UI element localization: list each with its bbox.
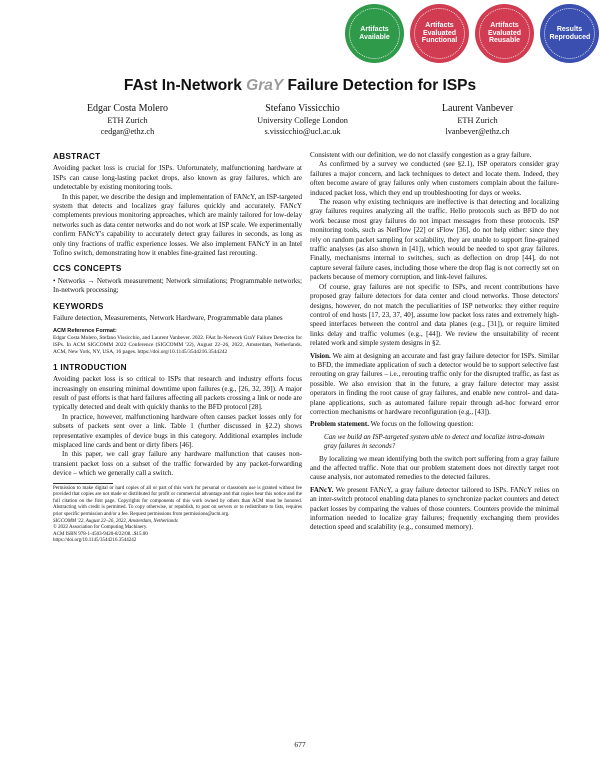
author-2: Stefano Vissicchio University College London s.vissicchio@ucl.ac.uk — [257, 103, 348, 136]
right-column — [310, 151, 559, 533]
research-question: Can we build an ISP-targeted system able to detect and localize intra-domain gray failures in seconds? — [324, 432, 545, 451]
keywords-heading: KEYWORDS — [53, 301, 104, 311]
problem-statement: Problem statement. We focus on the following question: — [310, 420, 474, 429]
isbn-line: ACM ISBN 978-1-4503-9420-8/22/08...$15.00 — [53, 531, 148, 537]
ccs-heading: CCS CONCEPTS — [53, 264, 122, 274]
ccs-concepts: • Networks → Network measurement; Network simulations; Programmable networks; In-network processing; — [53, 276, 302, 295]
intro-paragraph: In practice, however, malfunctioning hardware often causes packet losses only for subsets of packets sent over a link. Table 1 (further discussed in §2.2) shows representative examples of device bugs in this category. Additional examples include misplaced line cards and bent or dirty fibers [46]. — [53, 412, 302, 449]
keywords-text: Failure detection, Measurements, Network Hardware, Programmable data planes — [53, 314, 283, 323]
badge-results-reproduced: Results Reproduced — [540, 4, 599, 63]
intro-paragraph: Avoiding packet loss is so critical to ISPs that research and industry efforts focus increasingly on ensuring minimal downtime upon failures (e.g., [26, 32, 39]). A major result of past efforts is that hard failures affecting all packets crossing a link or node are typically detected and dealt with quickly thanks to the BFD protocol [28]. — [53, 375, 302, 412]
body-paragraph: As confirmed by a survey we conducted (see §2.1), ISP operators consider gray failures a major concern, and lack techniques to detect and locate them. Indeed, they often become aware of gray failures only when customers complain about the failure-induced packet loss, which they end up troubleshooting for days or weeks. — [310, 160, 559, 197]
author-block — [40, 103, 565, 137]
reference-format-heading: ACM Reference Format: — [53, 327, 117, 334]
badge-artifacts-reusable: Artifacts Evaluated Reusable — [475, 4, 534, 63]
vision-paragraph: Vision. We aim at designing an accurate and fast gray failure detector for ISPs. Similar to BFD, the immediate application of such a detector would be to support selective fast rerouting on gray failures – i.e., rerouting traffic only for the disrupted traffic, as fast as possible. We also envision that in the future, a gray failure detector may assist operators in finding the root cause of gray failures, and enable new control- and data-plane applications, such as automated failure repair through ad-hoc forward error correction mechanisms or hardware reconfiguration (e.g., [43]). — [310, 351, 559, 416]
doi-link[interactable]: https://doi.org/10.1145/3544216.3544242 — [53, 538, 137, 544]
author-1: Edgar Costa Molero ETH Zurich cedgar@ethz.ch — [86, 103, 169, 136]
copyright-line: © 2022 Association for Computing Machinery. — [53, 525, 148, 531]
permission-notice: Permission to make digital or hard copies of all or part of this work for personal or classroom use is granted without fee provided that copies are not made or distributed for profit or commercial advantage and that copies bear this notice and the full citation on the first page. Copyrights for components of this work owned by others than ACM must be honored. Abstracting with credit is permitted. To copy otherwise, or republish, to post on servers or to redistribute to lists, requires prior specific permission and/or a fee. Request permissions from permissions@acm.org. — [53, 485, 302, 517]
author-3: Laurent Vanbever ETH Zurich lvanbever@ethz.ch — [441, 103, 514, 136]
left-column — [53, 152, 302, 545]
body-paragraph: By localizing we mean identifying both the switch port suffering from a gray failure and the affected traffic. Note that our problem statement does not directly target root cause analysis, nor automated remedies to the detected failures. — [310, 454, 559, 482]
badge-artifacts-functional: Artifacts Evaluated Functional — [410, 4, 469, 63]
abstract-heading: ABSTRACT — [53, 152, 101, 161]
reference-format-text: Edgar Costa Molero, Stefano Vissicchio, and Laurent Vanbever. 2022. FAst In-Network GraY Failure Detection for ISPs. In ACM SIGCOMM 2022 Conference (SIGCOMM '22), August 22–26, 2022, Amsterdam, Netherlands. ACM, New York, NY, USA, 16 pages. https://doi.org/10.1145/3544216.3544242 — [53, 334, 302, 356]
body-paragraph: The reason why existing techniques are ineffective is that detecting and localizing gray failures requires analyzing all the traffic. Hello protocols such as BFD do not work because most gray failures do not impact messages from these protocols. ISP monitoring tools, such as NetFlow [22] or sFlow [36], do not help either: since they rely on random packet sampling for scalability, they are unable to support fine-grained traffic analyses (as also shown in [41]), which would be needed to spot gray failures. Finally, mechanisms internal to switches, such as deflection on drop [44], do not capture several failure cases, including those where the drop flag is not correctly set on packets because of memory corruption, and link-level failures. — [310, 198, 559, 282]
abstract-paragraph: In this paper, we describe the design and implementation of FANcY, an ISP-targeted system that detects and localizes gray failures quickly and accurately. FANcY complements previous monitoring approaches, which are mainly tailored for low-delay networks such as data center networks and do not work at ISP scale. We experimentally confirm FANcY's capability to accurately detect gray failures in seconds, as long as only tiny fractions of traffic experience losses. We also implement FANcY in an Intel Tofino switch, demonstrating how it enables fine-grained fast rerouting. — [53, 192, 302, 258]
introduction-heading: 1 INTRODUCTION — [53, 362, 127, 372]
badge-artifacts-available: Artifacts Available — [345, 4, 404, 63]
body-paragraph: Of course, gray failures are not specific to ISPs, and recent contributions have proposed gray failure detectors for data center and cloud networks. Those detectors' designs, however, do not match the peculiarities of ISP networks: they either require control of end hosts [17, 23, 37, 40], assume low packet loss rates and extremely high-speed interfaces between the control and data planes (e.g., [31]), or require limited links delay and traffic volumes (e.g., [44]). We review the unsuitability of recent related work and simple system designs in §2. — [310, 282, 559, 348]
fancy-paragraph: FANcY. We present FANcY, a gray failure detector tailored to ISPs. FANcY relies on an inter-switch protocol enabling data planes to synchronize packet counters and detect packet losses by comparing the values of those counters. Counters provide the minimal information needed to localize gray failures; frequently exchanging them provides detection speed and scalability (e.g., consumed memory). — [310, 485, 559, 532]
intro-paragraph: In this paper, we call gray failure any hardware malfunction that causes non-transient packet loss on a subset of the traffic forwarded by any packet-forwarding device – which we generally call a switch. — [53, 450, 302, 478]
abstract-paragraph: Avoiding packet loss is crucial for ISPs. Unfortunately, malfunctioning hardware at ISPs can cause long-lasting packet drops, also known as gray failures, which are undetectable by existing monitoring tools. — [53, 164, 302, 192]
paper-title: FAst In-Network GraY Failure Detection for ISPs — [123, 77, 477, 94]
artifact-badges — [345, 4, 599, 63]
footnote-rule — [53, 483, 113, 484]
body-paragraph: Consistent with our definition, we do not classify congestion as a gray failure. — [310, 151, 532, 159]
page-number: 677 — [294, 740, 306, 749]
conference-line: SIGCOMM '22, August 22–26, 2022, Amsterdam, Netherlands — [53, 518, 178, 524]
